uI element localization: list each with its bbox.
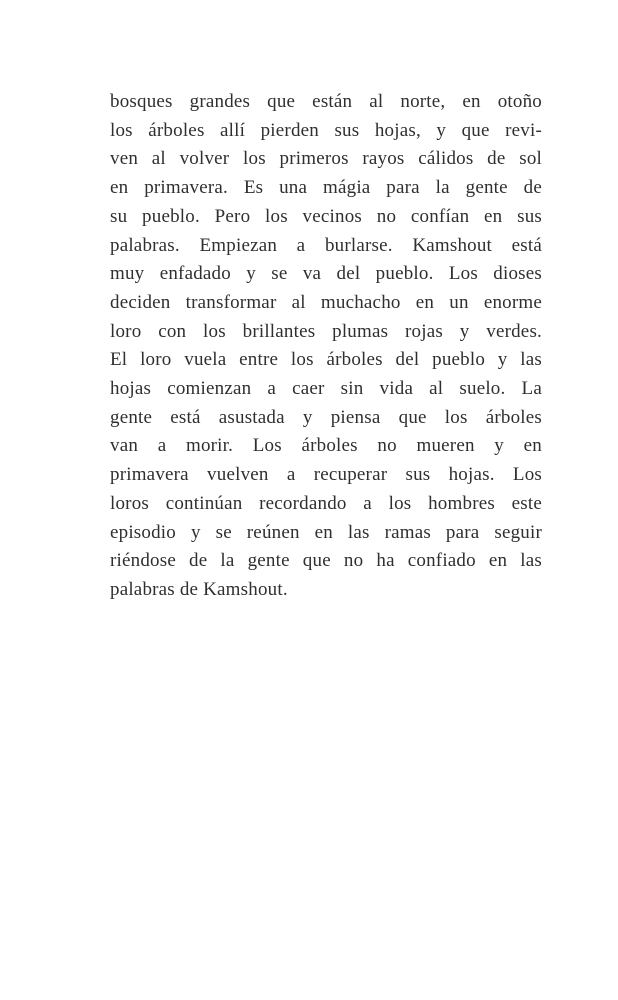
story-text-block — [110, 88, 542, 605]
text-line: van a morir. Los árboles no mueren y en — [110, 435, 542, 457]
text-line: primavera vuelven a recuperar sus hojas. Los — [110, 464, 542, 486]
text-line: loro con los brillantes plumas rojas y verdes. — [110, 320, 542, 342]
text-line: gente está asustada y piensa que los árboles — [110, 406, 542, 428]
text-line: El loro vuela entre los árboles del pueblo y las — [110, 349, 542, 371]
text-line: loros continúan recordando a los hombres este — [110, 492, 542, 514]
text-line: hojas comienzan a caer sin vida al suelo. La — [110, 378, 542, 400]
text-line: su pueblo. Pero los vecinos no confían en sus — [110, 205, 542, 227]
text-line: palabras. Empiezan a burlarse. Kamshout está — [110, 234, 542, 256]
text-line: riéndose de la gente que no ha confiado en las — [110, 550, 542, 572]
text-line: deciden transformar al muchacho en un enorme — [110, 291, 542, 313]
text-line: muy enfadado y se va del pueblo. Los dioses — [110, 263, 542, 285]
text-line-last: palabras de Kamshout. — [110, 578, 288, 600]
text-line: episodio y se reúnen en las ramas para seguir — [110, 521, 542, 543]
text-line: los árboles allí pierden sus hojas, y que revi- — [110, 119, 542, 141]
text-line: ven al volver los primeros rayos cálidos de sol — [110, 148, 542, 170]
text-line: en primavera. Es una mágia para la gente de — [110, 177, 542, 199]
text-line: bosques grandes que están al norte, en otoño — [110, 91, 542, 112]
